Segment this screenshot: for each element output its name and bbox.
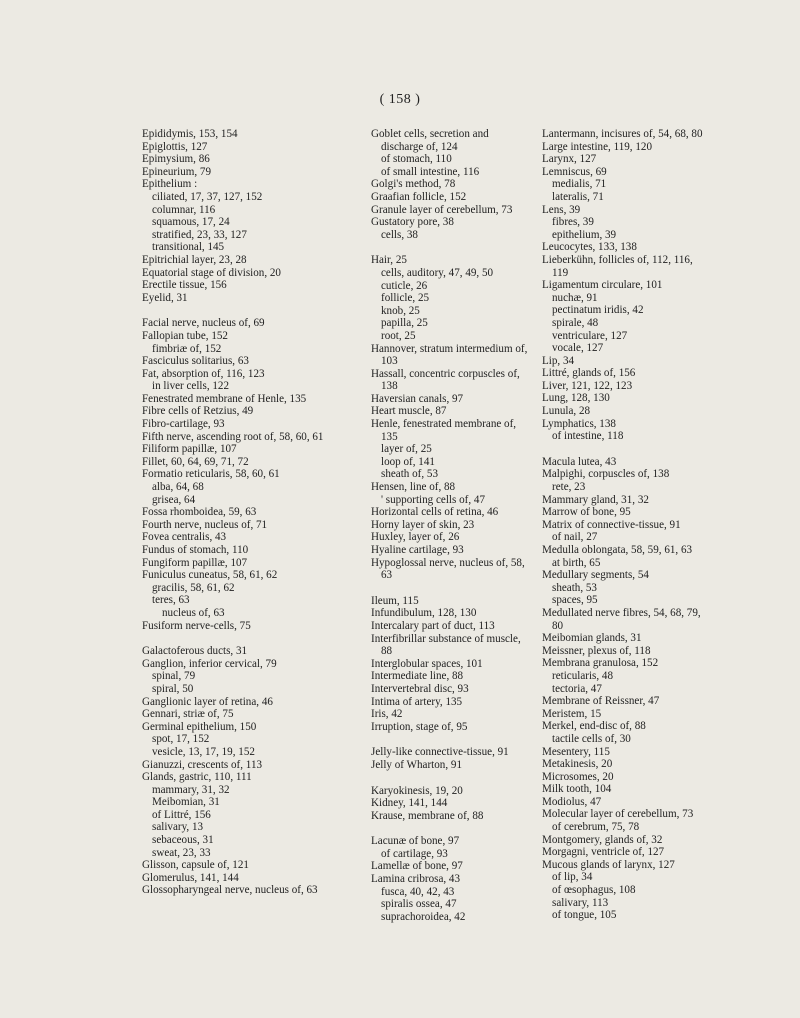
index-subentry: of cartilage, 93 — [381, 847, 448, 860]
letter-group-gap — [142, 632, 352, 645]
index-subentry: knob, 25 — [381, 304, 420, 317]
index-entry: Epididymis, 153, 154 — [142, 128, 238, 140]
index-entry: Ileum, 115 — [371, 594, 419, 607]
index-subentry: at birth, 65 — [552, 556, 601, 569]
index-entry: Littré, glands of, 156 — [542, 367, 636, 380]
index-entry: Milk tooth, 104 — [542, 783, 612, 796]
index-subentry: pectinatum iridis, 42 — [552, 304, 644, 317]
index-subentry: of nail, 27 — [552, 531, 598, 544]
index-entry: Microsomes, 20 — [542, 770, 614, 783]
index-subentry: nucleus of, 63 — [162, 606, 225, 619]
index-entry: Glisson, capsule of, 121 — [142, 859, 249, 872]
letter-group-gap — [371, 582, 529, 595]
index-subentry: vocale, 127 — [552, 342, 604, 355]
index-entry: Large intestine, 119, 120 — [542, 140, 652, 153]
index-entry: Macula lutea, 43 — [542, 455, 617, 468]
index-entry: Montgomery, glands of, 32 — [542, 833, 663, 846]
index-subentry: spiralis ossea, 47 — [381, 898, 457, 911]
index-entry: Fat, absorption of, 116, 123 — [142, 367, 265, 380]
letter-group-gap — [371, 733, 529, 746]
index-subentry: sebaceous, 31 — [152, 834, 214, 847]
index-entry: Mammary gland, 31, 32 — [542, 493, 649, 506]
index-subentry: fibres, 39 — [552, 216, 594, 229]
index-entry: Goblet cells, secretion and discharge of, 124 — [371, 128, 489, 153]
index-entry: Infundibulum, 128, 130 — [371, 607, 477, 620]
index-entry: Meibomian glands, 31 — [542, 632, 642, 645]
index-entry: Meissner, plexus of, 118 — [542, 644, 651, 657]
index-entry: Meristem, 15 — [542, 707, 602, 720]
index-entry: Fallopian tube, 152 — [142, 329, 228, 342]
letter-group-gap — [371, 241, 529, 254]
index-subentry: of cerebrum, 75, 78 — [552, 821, 640, 834]
index-entry: Lamellæ of bone, 97 — [371, 860, 463, 873]
index-entry: Modiolus, 47 — [542, 795, 602, 808]
index-entry: Intercalary part of duct, 113 — [371, 619, 495, 632]
index-entry: Karyokinesis, 19, 20 — [371, 784, 463, 797]
index-entry: Jelly of Wharton, 91 — [371, 758, 462, 771]
index-column-1 — [142, 128, 352, 897]
index-subentry: gracilis, 58, 61, 62 — [152, 581, 235, 594]
index-subentry: epithelium, 39 — [552, 228, 617, 241]
index-subentry: vesicle, 13, 17, 19, 152 — [152, 745, 255, 758]
index-entry: Epineurium, 79 — [142, 165, 212, 178]
index-subentry: grisea, 64 — [152, 493, 196, 506]
index-subentry: tectoria, 47 — [552, 682, 602, 695]
index-entry: Funiculus cuneatus, 58, 61, 62 — [142, 569, 278, 582]
index-subentry: of small intestine, 116 — [381, 165, 480, 178]
index-entry: Lip, 34 — [542, 354, 575, 367]
index-entry: Gustatory pore, 38 — [371, 216, 454, 229]
letter-group-gap — [142, 304, 352, 317]
index-subentry: sheath of, 53 — [381, 468, 438, 481]
index-entry: Hannover, stratum intermedium of, 103 — [371, 342, 528, 368]
index-entry: Fusiform nerve-cells, 75 — [142, 619, 251, 632]
index-entry: Krause, membrane of, 88 — [371, 809, 484, 822]
index-entry: Leucocytes, 133, 138 — [542, 241, 637, 254]
index-entry: Germinal epithelium, 150 — [142, 720, 257, 733]
index-entry: Hassall, concentric corpuscles of, 138 — [371, 367, 520, 393]
index-subentry: root, 25 — [381, 329, 416, 342]
index-entry: Liver, 121, 122, 123 — [542, 379, 633, 392]
page-number: ( 158 ) — [379, 92, 421, 107]
index-entry: Fovea centralis, 43 — [142, 531, 227, 544]
index-entry: Epimysium, 86 — [142, 153, 210, 166]
index-subentry: of intestine, 118 — [552, 430, 624, 443]
index-subentry: tactile cells of, 30 — [552, 732, 631, 745]
index-subentry: rete, 23 — [552, 481, 586, 494]
index-entry: Gianuzzi, crescents of, 113 — [142, 758, 263, 771]
index-subentry: sweat, 23, 33 — [152, 846, 211, 859]
index-entry: Ganglion, inferior cervical, 79 — [142, 657, 277, 670]
index-subentry: salivary, 13 — [152, 821, 204, 834]
index-subentry: fusca, 40, 42, 43 — [381, 885, 455, 898]
index-entry: Lamina cribrosa, 43 — [371, 873, 461, 886]
index-subentry: spiral, 50 — [152, 682, 194, 695]
index-subentry: medialis, 71 — [552, 178, 607, 191]
index-entry: Hensen, line of, 88 — [371, 481, 456, 494]
index-entry: Molecular layer of cerebellum, 73 — [542, 808, 694, 821]
index-subentry: transitional, 145 — [152, 241, 225, 254]
index-entry: Granule layer of cerebellum, 73 — [371, 203, 513, 216]
index-subentry: teres, 63 — [152, 594, 190, 607]
letter-group-gap — [371, 822, 529, 835]
index-entry: Glands, gastric, 110, 111 — [142, 771, 252, 784]
index-entry: Horizontal cells of retina, 46 — [371, 506, 499, 519]
index-entry: Medulla oblongata, 58, 59, 61, 63 — [542, 544, 693, 556]
index-entry: Iris, 42 — [371, 708, 403, 721]
index-entry: Formatio reticularis, 58, 60, 61 — [142, 468, 280, 481]
index-subentry: squamous, 17, 24 — [152, 216, 230, 229]
index-subentry: of Littré, 156 — [152, 808, 211, 821]
index-entry: Henle, fenestrated membrane of, 135 — [371, 418, 517, 443]
index-entry: Medullated nerve fibres, 54, 68, 79, 80 — [542, 606, 701, 632]
index-entry: Fillet, 60, 64, 69, 71, 72 — [142, 455, 249, 468]
index-entry: Intermediate line, 88 — [371, 670, 464, 683]
letter-group-gap — [542, 443, 707, 456]
letter-group-gap — [371, 772, 529, 785]
index-entry: Ligamentum circulare, 101 — [542, 279, 663, 292]
index-subentry: columnar, 116 — [152, 203, 216, 216]
index-subentry: mammary, 31, 32 — [152, 783, 230, 796]
index-entry: Gennari, striæ of, 75 — [142, 708, 234, 721]
index-entry: Equatorial stage of division, 20 — [142, 266, 281, 279]
index-subentry: lateralis, 71 — [552, 190, 604, 203]
index-entry: Jelly-like connective-tissue, 91 — [371, 746, 509, 759]
index-entry: Fungiform papillæ, 107 — [142, 556, 248, 569]
index-subentry: alba, 64, 68 — [152, 481, 204, 494]
index-subentry: ' supporting cells of, 47 — [381, 493, 485, 506]
index-entry: Huxley, layer of, 26 — [371, 531, 460, 544]
index-subentry: reticularis, 48 — [552, 669, 613, 682]
index-subentry: spot, 17, 152 — [152, 733, 210, 746]
index-entry: Filiform papillæ, 107 — [142, 443, 237, 456]
index-entry: Malpighi, corpuscles of, 138 — [542, 468, 670, 481]
index-entry: Hyaline cartilage, 93 — [371, 544, 464, 556]
index-subentry: ventriculare, 127 — [552, 329, 628, 342]
index-entry: Irruption, stage of, 95 — [371, 720, 468, 733]
index-column-3 — [542, 128, 707, 922]
index-entry: Galactoferous ducts, 31 — [142, 645, 248, 658]
index-entry: Graafian follicle, 152 — [371, 190, 467, 203]
index-entry: Fibre cells of Retzius, 49 — [142, 405, 254, 418]
index-entry: Merkel, end-disc of, 88 — [542, 720, 646, 733]
index-entry: Fossa rhomboidea, 59, 63 — [142, 506, 257, 519]
index-entry: Fundus of stomach, 110 — [142, 544, 249, 556]
index-entry: Hypoglossal nerve, nucleus of, 58, 63 — [371, 556, 525, 582]
index-subentry: layer of, 25 — [381, 443, 432, 456]
index-subentry: sheath, 53 — [552, 581, 597, 594]
index-entry: Facial nerve, nucleus of, 69 — [142, 317, 265, 330]
index-entry: Eyelid, 31 — [142, 291, 188, 304]
index-entry: Medullary segments, 54 — [542, 569, 649, 582]
index-entry: Lunula, 28 — [542, 405, 591, 418]
index-entry: Haversian canals, 97 — [371, 392, 464, 405]
index-entry: Fifth nerve, ascending root of, 58, 60, 61 — [142, 430, 324, 443]
index-subentry: spirale, 48 — [552, 316, 599, 329]
index-subentry: fimbriæ of, 152 — [152, 342, 222, 355]
index-entry: Mucous glands of larynx, 127 — [542, 858, 675, 871]
index-subentry: spaces, 95 — [552, 594, 598, 607]
index-entry: Intima of artery, 135 — [371, 695, 463, 708]
index-subentry: of œsophagus, 108 — [552, 884, 636, 897]
index-subentry: follicle, 25 — [381, 292, 430, 305]
index-entry: Lens, 39 — [542, 203, 581, 216]
index-entry: Larynx, 127 — [542, 153, 597, 166]
index-entry: Erectile tissue, 156 — [142, 279, 227, 292]
index-entry: Lung, 128, 130 — [542, 392, 610, 405]
index-entry: Lantermann, incisures of, 54, 68, 80 — [542, 128, 703, 140]
index-subentry: loop of, 141 — [381, 455, 435, 468]
index-entry: Epithelium : — [142, 178, 198, 191]
index-entry: Ganglionic layer of retina, 46 — [142, 695, 273, 708]
index-entry: Fasciculus solitarius, 63 — [142, 355, 249, 368]
index-entry: Lieberkühn, follicles of, 112, 116, 119 — [542, 253, 693, 279]
index-entry: Hair, 25 — [371, 254, 407, 267]
index-subentry: stratified, 23, 33, 127 — [152, 228, 247, 241]
index-entry: Matrix of connective-tissue, 91 — [542, 518, 681, 531]
index-entry: Glossopharyngeal nerve, nucleus of, 63 — [142, 884, 318, 897]
index-subentry: suprachoroidea, 42 — [381, 910, 466, 923]
index-entry: Golgi's method, 78 — [371, 178, 456, 191]
index-entry: Intervertebral disc, 93 — [371, 682, 469, 695]
index-subentry: salivary, 113 — [552, 896, 609, 909]
index-subentry: in liver cells, 122 — [152, 380, 230, 393]
index-entry: Membrane of Reissner, 47 — [542, 695, 660, 708]
index-entry: Marrow of bone, 95 — [542, 506, 631, 519]
index-entry: Mesentery, 115 — [542, 745, 610, 758]
index-entry: Lacunæ of bone, 97 — [371, 835, 460, 848]
index-subentry: Meibomian, 31 — [152, 796, 220, 809]
index-subentry: nuchæ, 91 — [552, 291, 598, 304]
index-entry: Epitrichial layer, 23, 28 — [142, 253, 247, 266]
index-entry: Fourth nerve, nucleus of, 71 — [142, 518, 268, 531]
index-entry: Kidney, 141, 144 — [371, 797, 448, 810]
index-subentry: ciliated, 17, 37, 127, 152 — [152, 190, 263, 203]
index-entry: Interfibrillar substance of muscle, 88 — [371, 632, 521, 658]
index-subentry: papilla, 25 — [381, 317, 428, 330]
index-entry: Fenestrated membrane of Henle, 135 — [142, 392, 307, 405]
index-subentry: cells, auditory, 47, 49, 50 — [381, 266, 494, 279]
index-entry: Heart muscle, 87 — [371, 405, 447, 418]
index-entry: Epiglottis, 127 — [142, 140, 208, 153]
index-subentry: of tongue, 105 — [552, 909, 617, 922]
index-subentry: cells, 38 — [381, 228, 418, 241]
index-subentry: spinal, 79 — [152, 670, 196, 683]
index-entry: Morgagni, ventricle of, 127 — [542, 846, 665, 859]
index-subentry: of stomach, 110 — [381, 153, 452, 166]
index-entry: Lemniscus, 69 — [542, 165, 607, 178]
index-entry: Lymphatics, 138 — [542, 417, 616, 430]
index-entry: Horny layer of skin, 23 — [371, 518, 475, 531]
index-entry: Metakinesis, 20 — [542, 758, 613, 771]
index-subentry: cuticle, 26 — [381, 279, 428, 292]
index-entry: Interglobular spaces, 101 — [371, 657, 483, 670]
index-entry: Membrana granulosa, 152 — [542, 657, 659, 670]
index-column-2 — [371, 128, 529, 923]
index-subentry: of lip, 34 — [552, 871, 593, 884]
index-entry: Glomerulus, 141, 144 — [142, 871, 239, 884]
index-entry: Fibro-cartilage, 93 — [142, 418, 225, 431]
